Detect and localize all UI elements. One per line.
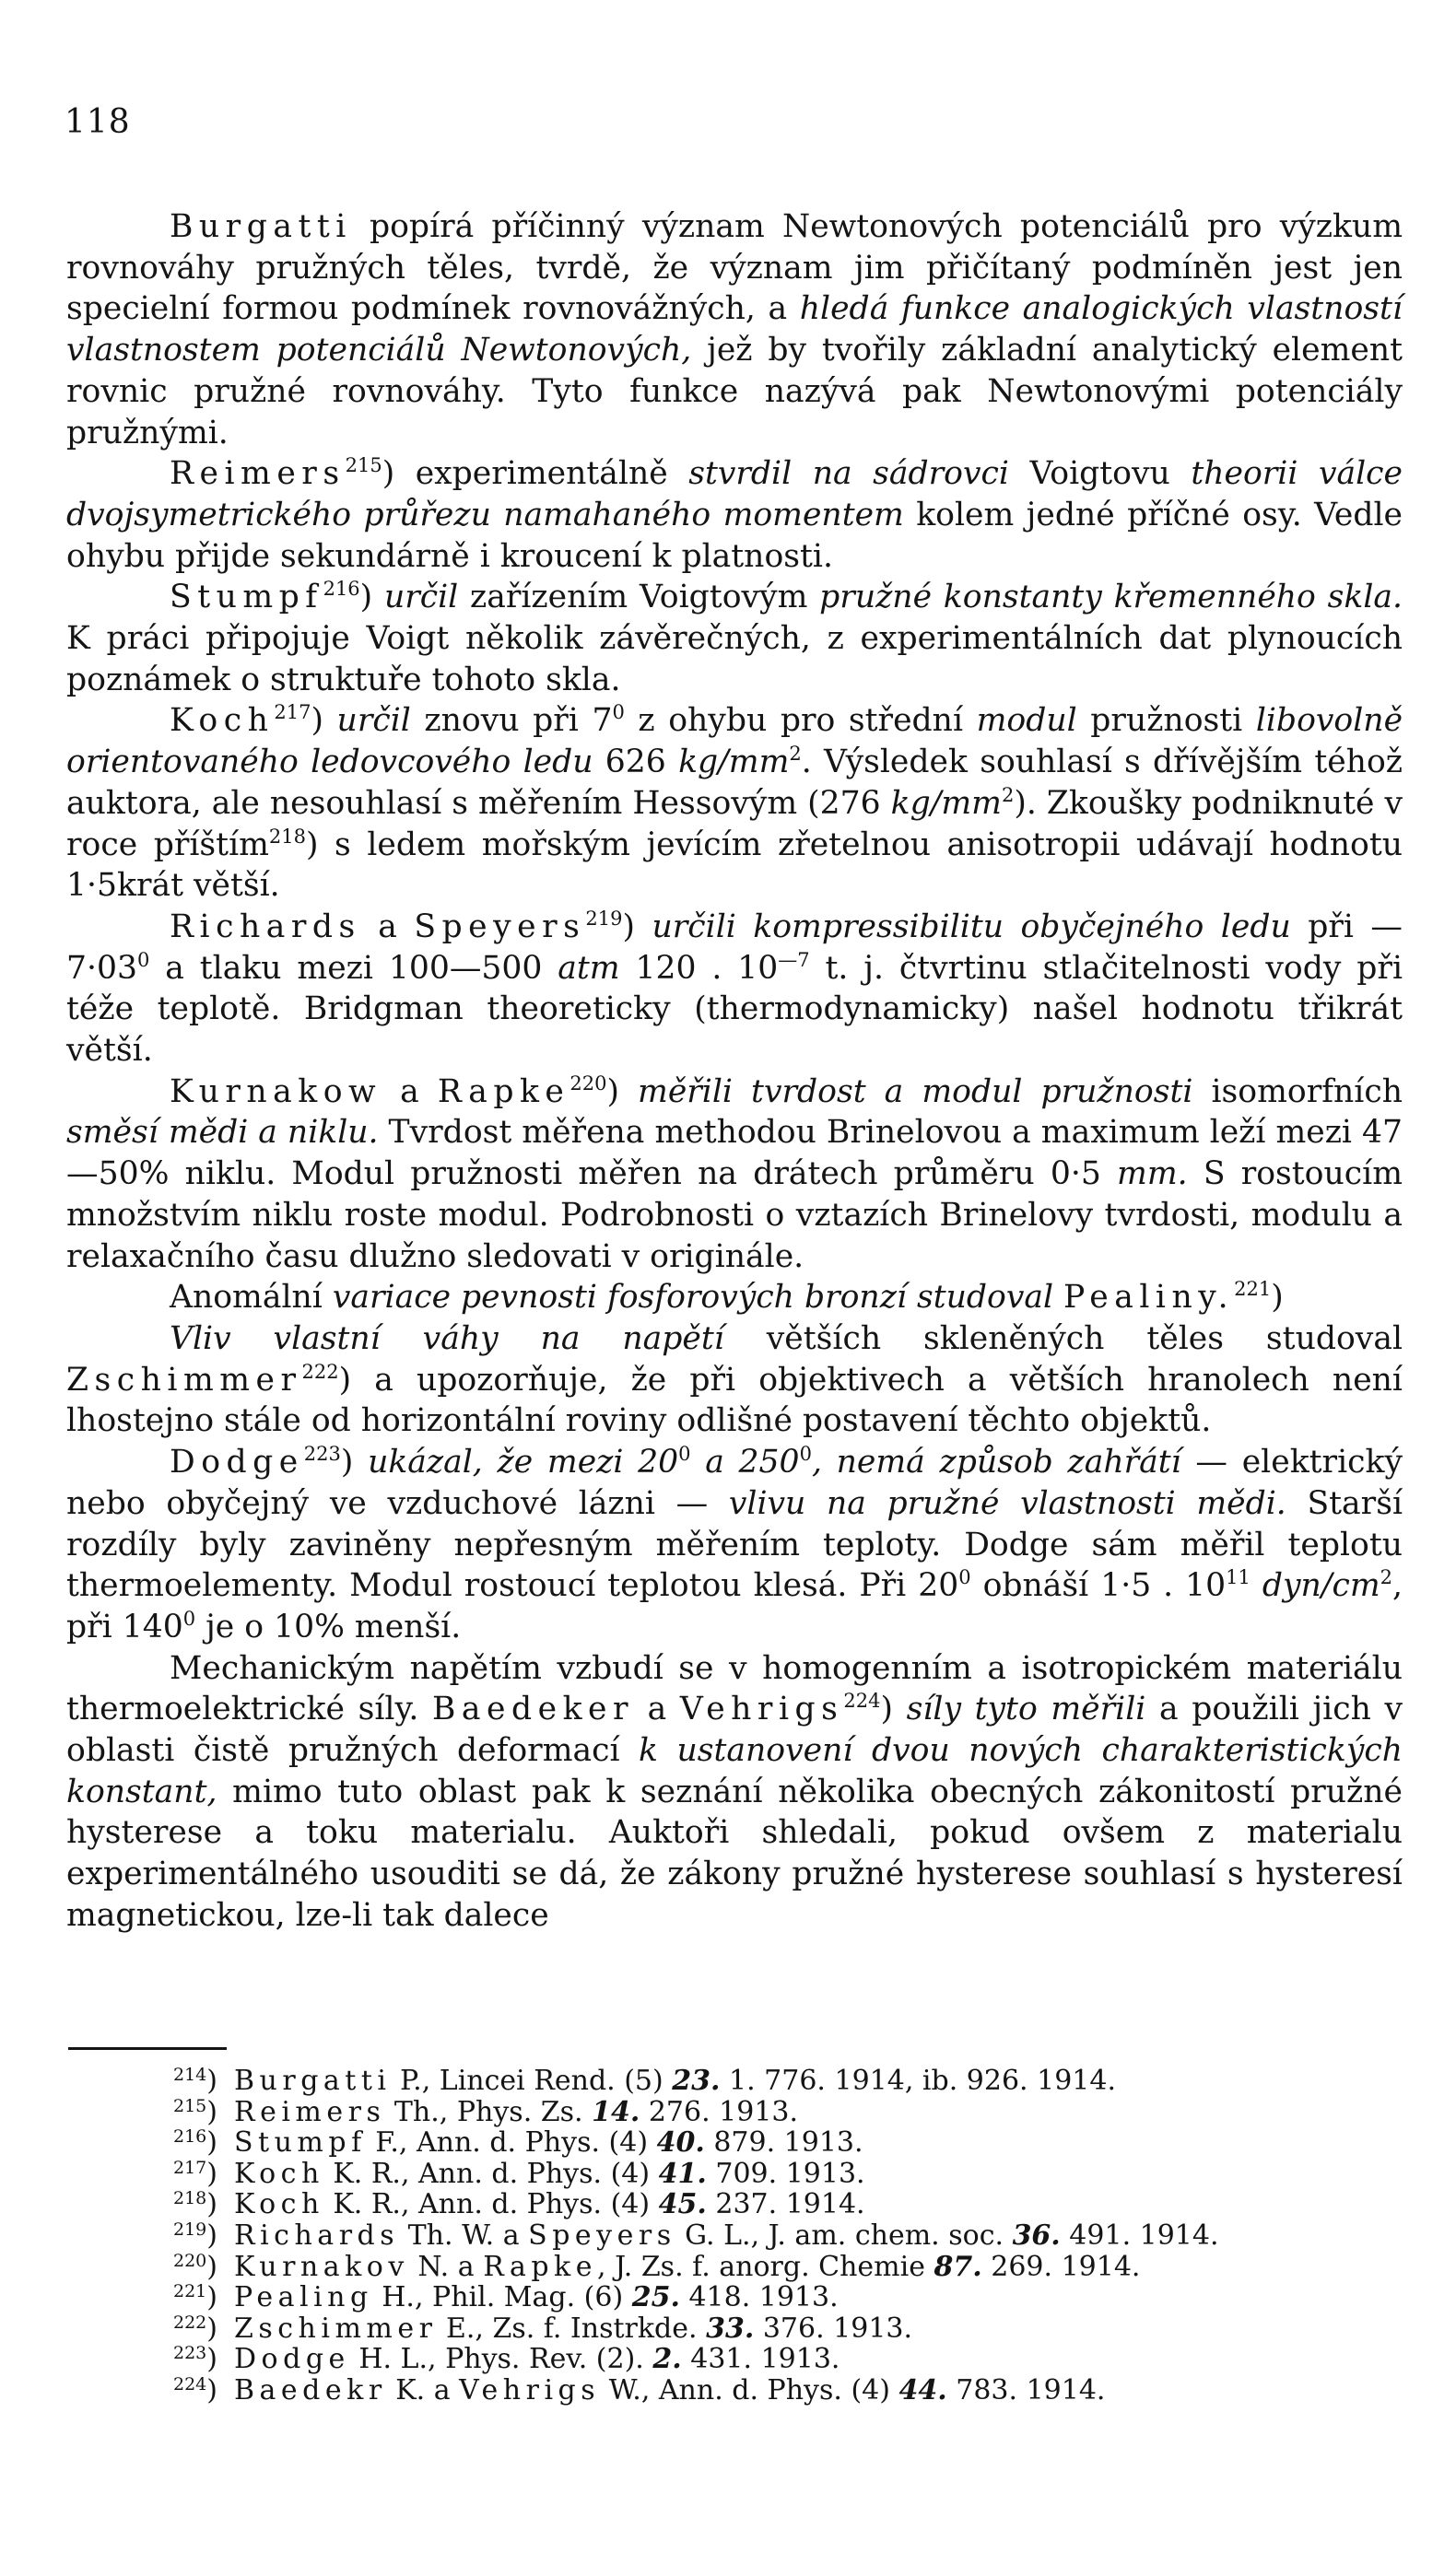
text-run: , při 140	[66, 1567, 1403, 1645]
footnote	[175, 2313, 1410, 2345]
emphasis-text: kg/mm	[890, 784, 1002, 822]
emphasis-text: vlivu na pružné vlastnosti mědi.	[728, 1484, 1286, 1522]
paragraph	[66, 453, 1403, 577]
text-run: 491. 1914.	[1060, 2219, 1219, 2252]
author-name: Dodge	[234, 2343, 350, 2376]
author-name: Koch	[234, 2188, 324, 2221]
paragraph	[66, 206, 1403, 453]
text-run: Th. W. a	[399, 2219, 529, 2252]
text-run: ) s ledem mořským jevícím zřetelnou anisotropii udávají hodnotu 1·5krát větší.	[66, 825, 1403, 905]
text-run: Starší rozdíly byly zaviněny nepřesným měřením teploty. Dodge sám měřil teplotu thermoelementy. Modul rostoucí teplotou klesá. Při 20	[66, 1484, 1403, 1605]
text-run: Anomální	[170, 1279, 333, 1317]
footnote-number-value: 223	[173, 2343, 207, 2364]
text-run: zařízením Voigtovým	[458, 579, 820, 616]
author-name: Burgatti	[234, 2065, 392, 2097]
superscript: 2	[1001, 783, 1015, 806]
text-run: Tvrdost měřena methodou Brinelovou a maximum leží mezi 47—50% niklu. Modul pružnosti měřen na drátech průměru 0·5	[66, 1114, 1403, 1193]
author-name: Rapke	[437, 1072, 570, 1110]
footnote-number-value: 217	[173, 2157, 207, 2178]
text-run: )	[606, 1072, 639, 1110]
author-name: Pealing	[234, 2281, 373, 2314]
author-name: Vehrigs	[679, 1691, 844, 1728]
text-run: znovu při 7	[410, 702, 613, 740]
text-run: Mechanickým napětím vzbudí se v homogenním a isotropickém materiálu thermoelektrické síly.	[66, 1649, 1403, 1728]
emphasis-text: a 250	[690, 1444, 800, 1481]
author-name: Kurnakow	[170, 1072, 382, 1110]
author-name: Zschimmer	[234, 2312, 438, 2345]
footnote-rule	[68, 2047, 227, 2050]
text-run: popírá příčinný význam Newtonových potenciálů pro výzkum rovnováhy pružných těles, tvrdě, že význam jim přičítaný podmíněn jest jen specielní formou podmínek rovnovážných, a	[66, 208, 1403, 328]
superscript: 224	[843, 1690, 881, 1713]
volume-number: 45.	[658, 2188, 707, 2221]
superscript: 223	[303, 1443, 341, 1466]
text-run: a	[360, 907, 415, 945]
footnote-number: $^{214}$)	[173, 2065, 217, 2097]
text-run: N. a	[408, 2250, 484, 2283]
superscript: 218	[268, 825, 307, 848]
text-run: t. j. čtvrtinu stlačitelnosti vody při téže teplotě. Bridgman theoreticky (thermodynamicky) našel hodnotu třikrát větší.	[66, 949, 1403, 1070]
text-run	[1053, 1279, 1063, 1316]
superscript: 0	[182, 1607, 196, 1630]
author-name: Richards	[234, 2219, 400, 2252]
author-name: Burgatti	[170, 208, 352, 245]
text-run: )	[359, 579, 384, 616]
text-run: G. L., J. am. chem. soc.	[675, 2219, 1013, 2252]
text-run: 237. 1914.	[706, 2188, 865, 2221]
volume-number: 36.	[1012, 2219, 1061, 2252]
text-run: P., Lincei Rend. (5)	[391, 2065, 673, 2097]
superscript: 0	[799, 1443, 812, 1466]
emphasis-text: určili kompressibilitu obyčejného ledu	[652, 907, 1291, 945]
text-run: ) experimentálně	[382, 455, 689, 493]
superscript: 0	[958, 1566, 971, 1589]
text-run: 269. 1914.	[981, 2250, 1141, 2283]
text-run: F., Ann. d. Phys. (4)	[366, 2126, 657, 2160]
text-run: a tlaku mezi 100—500	[149, 949, 558, 987]
volume-number: 14.	[592, 2095, 640, 2128]
text-run: 783. 1914.	[946, 2373, 1106, 2406]
text-run: 431. 1913.	[681, 2343, 840, 2376]
text-run: Voigtovu	[1008, 455, 1192, 493]
emphasis-text: modul	[976, 702, 1077, 740]
text-run: kolem jedné příčné osy. Vedle ohybu přijde sekundárně i kroucení k platnosti.	[66, 496, 1403, 575]
text-run: pružnosti	[1076, 702, 1256, 740]
volume-number: 41.	[658, 2157, 707, 2190]
text-run: )	[622, 907, 652, 945]
author-name: Koch	[170, 702, 275, 740]
footnote-number: $^{215}$)	[173, 2095, 217, 2128]
footnote	[175, 2375, 1410, 2406]
paragraph	[66, 1277, 1403, 1318]
volume-number: 44.	[898, 2373, 947, 2406]
emphasis-text: libovolně orientovaného ledovcového ledu	[66, 702, 1403, 781]
superscript: —7	[778, 948, 810, 971]
emphasis-text: variace pevnosti fosforových bronzí studoval	[332, 1279, 1054, 1317]
text-run: )	[1271, 1279, 1284, 1317]
footnote	[175, 2220, 1410, 2252]
footnote	[175, 2159, 1410, 2190]
volume-number: 23.	[672, 2065, 721, 2097]
footnote-number-value: 214	[173, 2065, 207, 2085]
footnote-number-value: 219	[173, 2219, 207, 2240]
author-name: Speyers	[528, 2219, 676, 2252]
text-run: isomorfních	[1192, 1072, 1403, 1110]
paragraph	[66, 577, 1403, 700]
text-run: W., Ann. d. Phys. (4)	[600, 2373, 899, 2406]
emphasis-text: hledá funkce analogických vlastností vlastnostem potenciálů Newtonových,	[66, 290, 1403, 369]
superscript: 11	[1226, 1566, 1251, 1589]
footnote-number: $^{219}$)	[173, 2219, 217, 2252]
text-run: 626	[593, 744, 679, 781]
volume-number: 2.	[652, 2343, 682, 2376]
volume-number: 33.	[706, 2312, 755, 2345]
emphasis-text: , nemá způsob zahřátí	[811, 1444, 1181, 1481]
text-run: 1. 776. 1914, ib. 926. 1914.	[720, 2065, 1117, 2097]
footnote	[175, 2189, 1410, 2220]
emphasis-text: k ustanovení dvou nových charakteristických konstant,	[66, 1732, 1403, 1810]
footnote	[175, 2282, 1410, 2313]
text-run: obnáší 1·5 . 10	[970, 1567, 1227, 1605]
footnote-number: $^{217}$)	[173, 2157, 217, 2190]
text-run: S rostoucím množstvím niklu roste modul. Podrobnosti o vztazích Brinelovy tvrdosti, modulu a relaxačního času dlužno sledovati v originále.	[66, 1155, 1403, 1275]
footnote	[175, 2127, 1410, 2159]
text-run: jež by tvořily základní analytický element rovnic pružné rovnováhy. Tyto funkce nazývá pak Newtonovými potenciály pružnými.	[66, 332, 1403, 451]
superscript: 2	[1380, 1566, 1392, 1589]
footnote-number: $^{223}$)	[173, 2343, 217, 2376]
text-run: a	[634, 1691, 680, 1728]
text-run: H., Phil. Mag. (6)	[372, 2281, 632, 2314]
emphasis-text: určil	[336, 702, 411, 740]
author-name: Richards	[170, 907, 361, 945]
footnote	[175, 2066, 1410, 2097]
emphasis-text: ukázal, že mezi 20	[368, 1444, 679, 1481]
footnote-number-value: 215	[173, 2095, 207, 2116]
emphasis-text: síly tyto měřili	[906, 1691, 1146, 1728]
text-run: Th., Phys. Zs.	[385, 2095, 593, 2128]
text-run: 418. 1913.	[679, 2281, 839, 2314]
emphasis-text: dyn/cm	[1262, 1567, 1380, 1605]
text-run: ). Zkoušky podniknuté v roce příštím	[66, 784, 1403, 863]
author-name: Reimers	[234, 2095, 386, 2128]
paragraph	[66, 907, 1403, 1071]
text-run: )	[880, 1691, 907, 1728]
footnote-number: $^{221}$)	[173, 2281, 217, 2314]
text-run: a použili jich v oblasti čistě pružných deformací	[66, 1691, 1403, 1770]
emphasis-text: theorii válce dvojsymetrického průřezu namahaného momentem	[66, 455, 1403, 533]
footnotes	[175, 2066, 1410, 2406]
superscript: 0	[137, 948, 150, 971]
text-run: 709. 1913.	[706, 2157, 865, 2190]
footnote-number-value: 216	[173, 2126, 207, 2148]
author-name: Stumpf	[170, 579, 323, 616]
emphasis-text: Vliv vlastní váhy na napětí	[170, 1319, 724, 1357]
footnote-number-value: 220	[173, 2250, 207, 2271]
emphasis-text: mm.	[1117, 1155, 1188, 1193]
author-name: Pealiny.	[1063, 1279, 1235, 1317]
author-name: Dodge	[170, 1444, 304, 1481]
text-run: 120 . 10	[619, 949, 779, 987]
text-run: . Výsledek souhlasí s dřívějším téhož auktora, ale nesouhlasí s měřením Hessovým (276	[66, 744, 1403, 822]
footnote-number-value: 218	[173, 2188, 207, 2209]
text-run: — elektrický nebo obyčejný ve vzduchové lázni —	[66, 1444, 1403, 1522]
author-name: Reimers	[170, 455, 346, 493]
footnote	[175, 2252, 1410, 2283]
page-number: 118	[65, 103, 131, 141]
emphasis-text: měřili tvrdost a modul pružnosti	[638, 1072, 1193, 1110]
volume-number: 87.	[933, 2250, 982, 2283]
text-run: 276. 1913.	[640, 2095, 799, 2128]
footnote-number-value: 221	[173, 2281, 207, 2302]
text-run	[1251, 1567, 1262, 1604]
emphasis-text: stvrdil na sádrovci	[688, 455, 1009, 493]
author-name: Rapke	[483, 2250, 597, 2283]
superscript: 216	[323, 578, 360, 601]
footnote-number: $^{224}$)	[173, 2373, 217, 2406]
text-run: ) a upozorňuje, že při objektivech a větších hranolech není lhostejno stále od horizontální roviny odlišné postavení těchto objektů.	[66, 1361, 1403, 1440]
text-run: K. a	[386, 2373, 460, 2406]
paragraph	[66, 1071, 1403, 1278]
text-run: K práci připojuje Voigt několik závěrečných, z experimentálních dat plynoucích poznámek o struktuře tohoto skla.	[66, 620, 1403, 698]
author-name: Baedekr	[234, 2373, 387, 2406]
author-name: Kurnakov	[234, 2250, 409, 2283]
text-run: H. L., Phys. Rev. (2).	[349, 2343, 653, 2376]
superscript: 221	[1234, 1278, 1272, 1301]
superscript: 215	[345, 454, 382, 477]
author-name: Koch	[234, 2157, 324, 2190]
text-run: je o 10% menší.	[195, 1608, 462, 1645]
text-run: při — 7·03	[66, 907, 1403, 987]
footnote-number: $^{222}$)	[173, 2312, 217, 2345]
paragraph	[66, 700, 1403, 907]
footnote-number: $^{216}$)	[173, 2126, 217, 2160]
text-run: K. R., Ann. d. Phys. (4)	[323, 2188, 659, 2221]
footnote-number-value: 224	[173, 2373, 207, 2395]
text-run: 879. 1913.	[704, 2126, 863, 2160]
text-run: E., Zs. f. Instrkde.	[437, 2312, 707, 2345]
emphasis-text: atm	[558, 949, 620, 987]
author-name: Speyers	[414, 907, 586, 945]
superscript: 217	[274, 701, 311, 724]
text-run: a	[382, 1072, 438, 1110]
paragraph	[66, 1648, 1403, 1937]
paragraph	[66, 1318, 1403, 1442]
text-run: mimo tuto oblast pak k seznání několika obecných zákonitostí pružné hysterese a toku materialu. Auktoři shledali, pokud ovšem z materialu experimentálného usouditi se dá, že zákony pružné hysterese souhlasí s hysteresí magnetickou, lze-li tak dalece	[66, 1773, 1403, 1934]
text-run: větších skleněných těles studoval	[723, 1319, 1403, 1357]
text-run: )	[340, 1444, 369, 1481]
footnote	[175, 2097, 1410, 2128]
author-name: Baedeker	[432, 1691, 635, 1728]
emphasis-text: kg/mm	[678, 744, 790, 781]
emphasis-text: směsí mědi a niklu.	[66, 1114, 379, 1152]
footnote-number: $^{220}$)	[173, 2250, 217, 2283]
body-text	[66, 206, 1403, 1937]
superscript: 2	[789, 743, 802, 766]
author-name: Vehrigs	[459, 2373, 601, 2406]
volume-number: 40.	[656, 2126, 705, 2160]
footnote	[175, 2344, 1410, 2375]
superscript: 220	[569, 1071, 607, 1095]
text-run: 376. 1913.	[754, 2312, 913, 2345]
superscript: 0	[612, 701, 625, 724]
superscript: 219	[585, 907, 623, 930]
text-run: z ohybu pro střední	[624, 702, 977, 740]
footnote-number-value: 222	[173, 2312, 207, 2333]
footnote-number: $^{218}$)	[173, 2188, 217, 2221]
emphasis-text: pružné konstanty křemenného skla.	[819, 579, 1403, 616]
paragraph	[66, 1442, 1403, 1648]
text-run: K. R., Ann. d. Phys. (4)	[323, 2157, 659, 2190]
superscript: 222	[301, 1360, 339, 1383]
emphasis-text: určil	[383, 579, 459, 616]
text-run: , J. Zs. f. anorg. Chemie	[597, 2250, 934, 2283]
author-name: Zschimmer	[66, 1361, 302, 1399]
volume-number: 25.	[631, 2281, 680, 2314]
author-name: Stumpf	[234, 2126, 367, 2160]
superscript: 0	[678, 1443, 691, 1466]
text-run: )	[311, 702, 337, 740]
